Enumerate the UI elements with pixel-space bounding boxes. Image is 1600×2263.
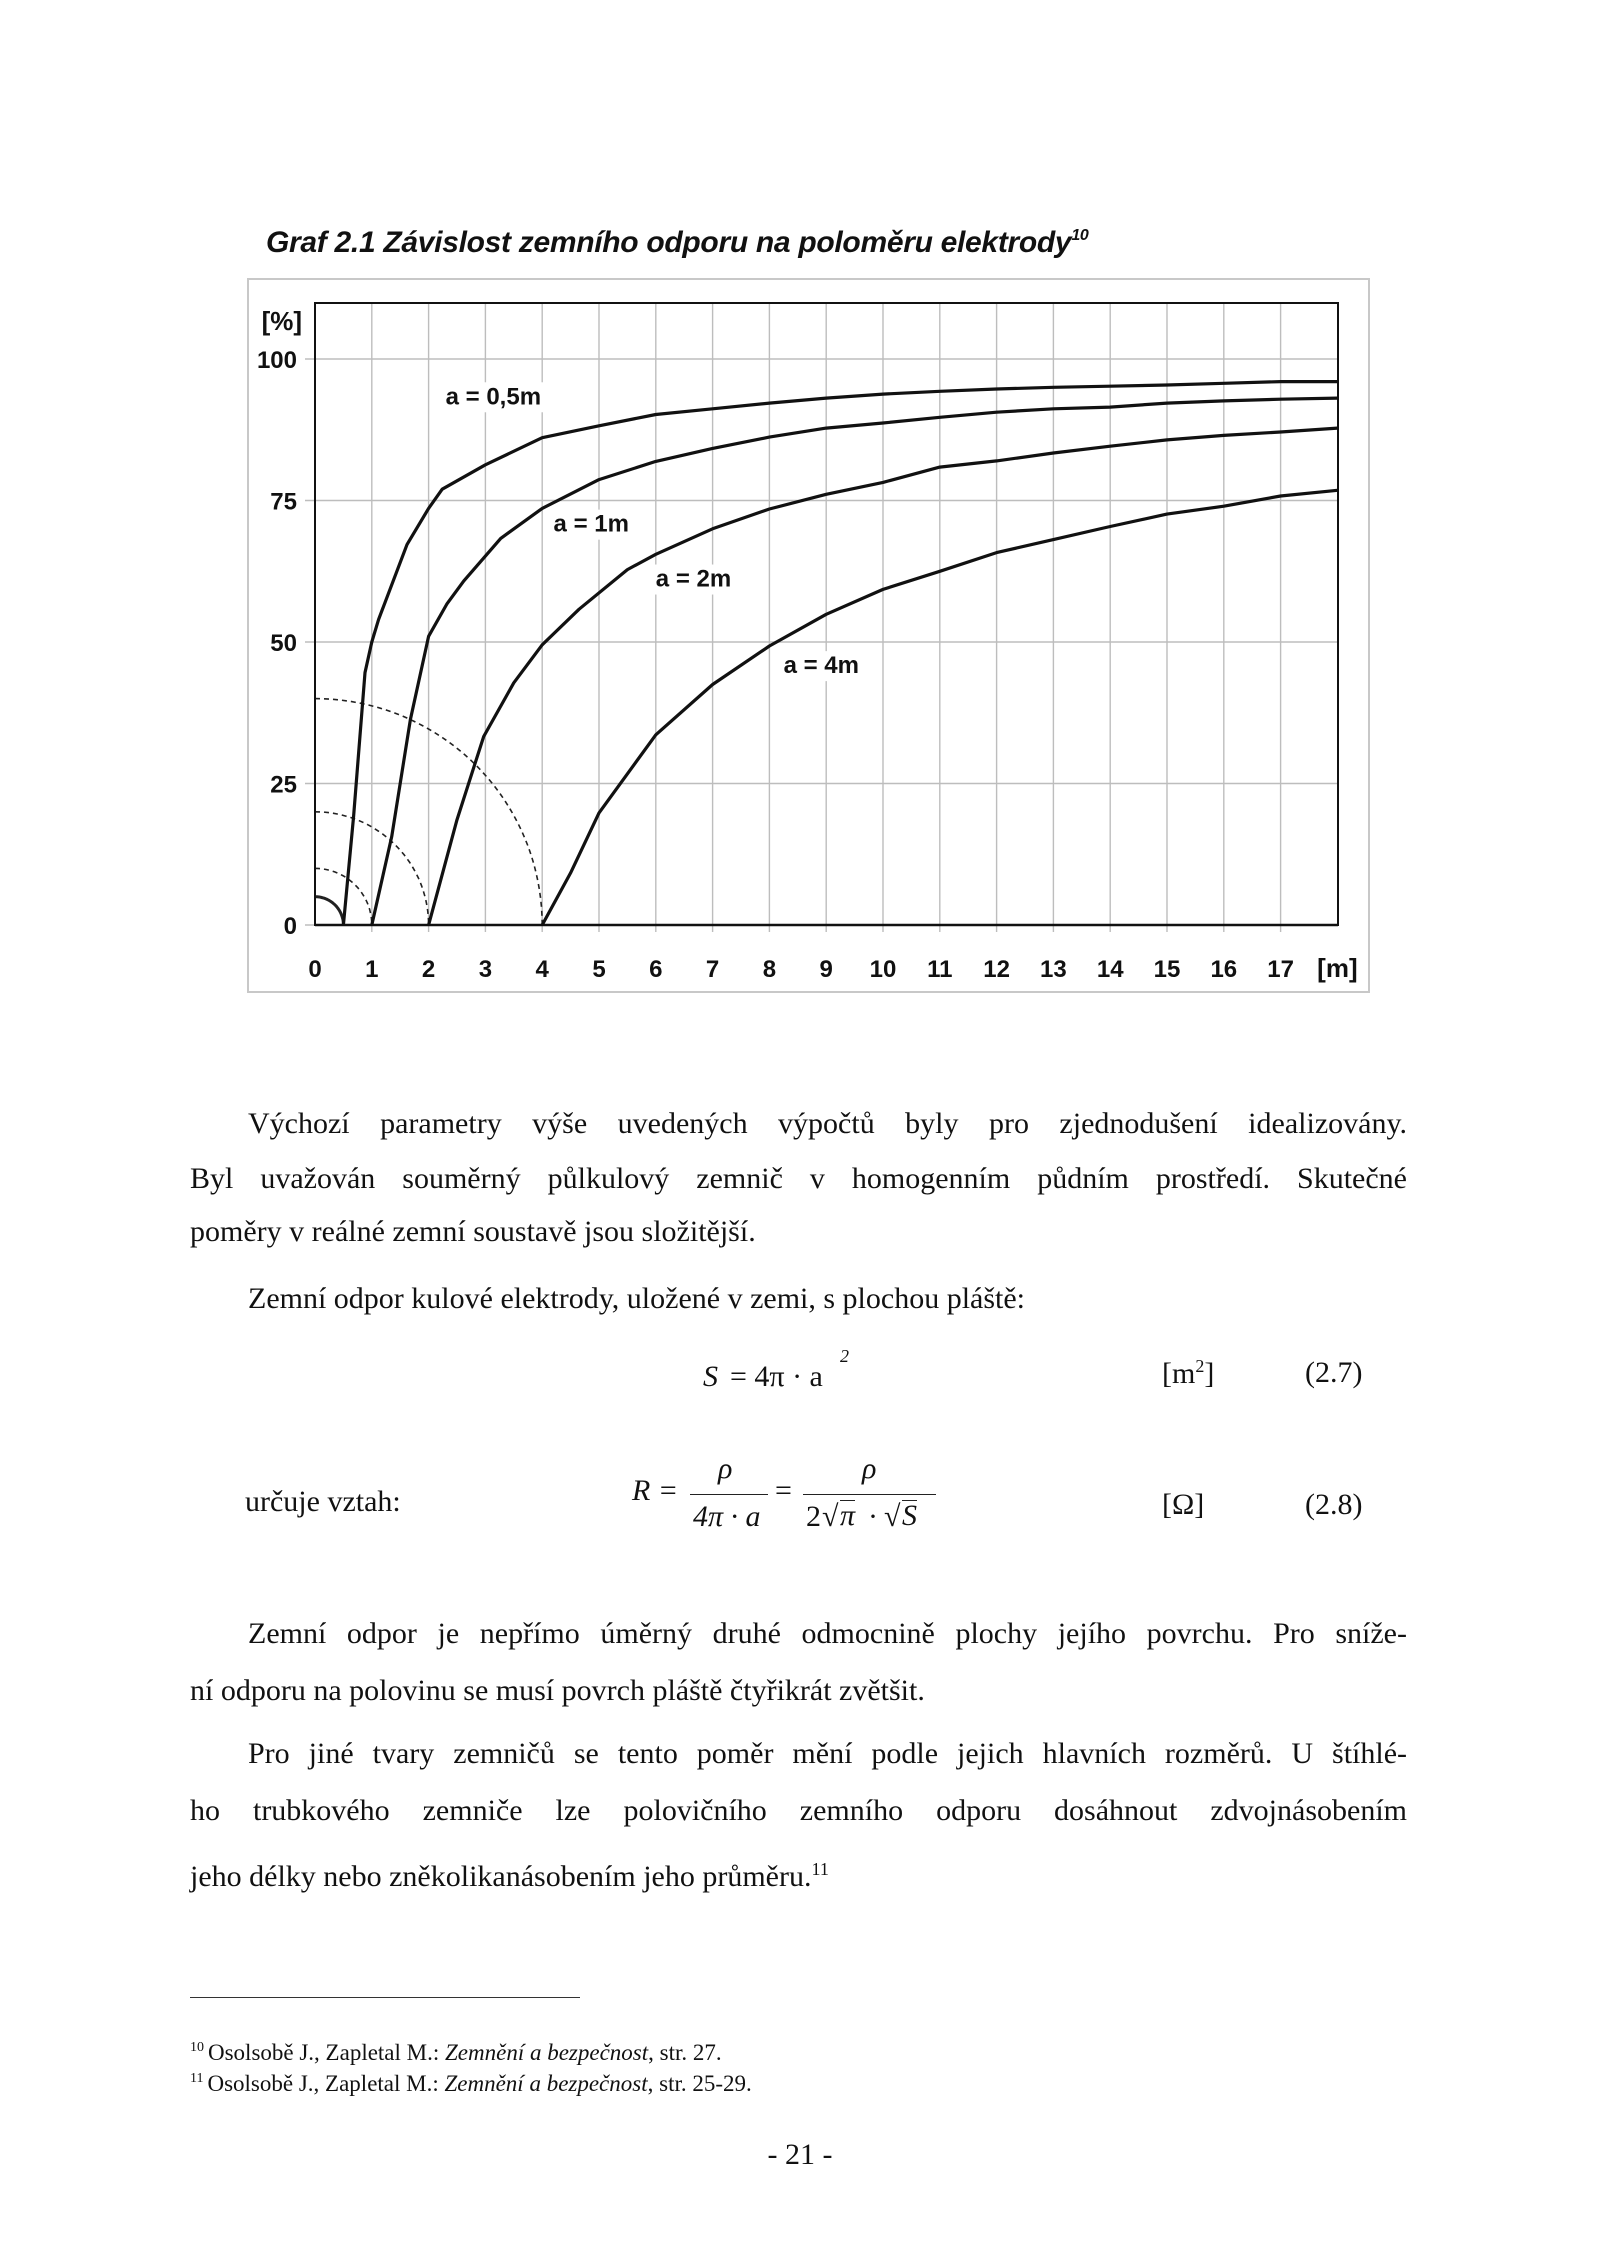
x-tick-label: 9 bbox=[819, 956, 833, 983]
eq27-rhs-text: = 4π · a bbox=[730, 1360, 823, 1393]
paragraph-4-line-2: ní odporu na polovinu se musí povrch pláště čtyřikrát zvětšit. bbox=[190, 1674, 925, 1707]
unit-exponent: 2 bbox=[1195, 1356, 1205, 1376]
x-tick-label: 15 bbox=[1153, 956, 1181, 983]
paragraph-2: Zemní odpor kulové elektrody, uložené v zemi, s plochou pláště: bbox=[248, 1282, 1026, 1315]
eq27-rhs bbox=[730, 1360, 823, 1394]
eq28-den2-dot: · bbox=[868, 1500, 878, 1533]
x-tick-label: 10 bbox=[869, 956, 897, 983]
paragraph-5-line-3 bbox=[190, 1851, 1407, 1895]
footnote-number: 10 bbox=[190, 2040, 204, 2055]
footnote-ref: 11 bbox=[811, 1859, 829, 1879]
x-tick-label: 8 bbox=[762, 956, 777, 983]
eq28-num1: ρ bbox=[718, 1452, 733, 1485]
x-tick-label: 6 bbox=[649, 956, 663, 983]
footnote-page: , str. 27. bbox=[648, 2040, 722, 2065]
eq28-den2-pi: π bbox=[840, 1499, 856, 1532]
unit-close: ] bbox=[1204, 1357, 1215, 1390]
eq28-num2: ρ bbox=[862, 1452, 877, 1485]
x-tick-label: 2 bbox=[421, 956, 436, 983]
text: Výchozí parametry výše uvedených výpočtů byly pro zjednodušení idealizovány. bbox=[248, 1107, 1407, 1140]
y-tick-label: 100 bbox=[256, 347, 297, 374]
footnote-10 bbox=[190, 2040, 722, 2066]
eq28-fraction-bar-2 bbox=[803, 1494, 936, 1495]
paragraph-5-line-1: Pro jiné tvary zemničů se tento poměr mění podle jejich hlavních rozměrů. U štíhlé- bbox=[248, 1737, 1407, 1770]
y-tick-label: 25 bbox=[270, 771, 297, 799]
eq28-unit: [Ω] bbox=[1162, 1488, 1205, 1521]
x-tick-label: 12 bbox=[983, 956, 1010, 983]
eq27-exponent: 2 bbox=[840, 1346, 849, 1366]
text: jeho délky nebo zněkolikanásobením jeho průměru. bbox=[190, 1860, 812, 1893]
caption-text: Graf 2.1 Závislost zemního odporu na poloměru elektrody bbox=[266, 226, 1072, 259]
unit-text: [m bbox=[1162, 1357, 1196, 1390]
x-tick-label: 17 bbox=[1267, 956, 1294, 983]
eq28-den1: 4π · a bbox=[693, 1500, 761, 1533]
y-tick-label: 0 bbox=[283, 913, 297, 940]
caption-footnote-ref: 10 bbox=[1071, 227, 1089, 244]
x-tick-label: 0 bbox=[308, 956, 322, 983]
chart-frame bbox=[248, 279, 1369, 992]
x-axis-label: [m] bbox=[1317, 953, 1358, 983]
footnote-author: Osolsobě J., Zapletal M.: bbox=[207, 2071, 445, 2096]
chart bbox=[0, 0, 1600, 1010]
x-tick-label: 16 bbox=[1210, 956, 1238, 983]
x-tick-label: 3 bbox=[478, 956, 493, 983]
x-tick-label: 4 bbox=[535, 956, 549, 983]
eq28-den2-coef: 2 bbox=[806, 1500, 821, 1533]
sqrt-icon: √ bbox=[822, 1500, 839, 1533]
footnote-11 bbox=[190, 2071, 752, 2097]
eq28-number: (2.8) bbox=[1305, 1488, 1363, 1521]
eq28-lhs: R = bbox=[632, 1474, 679, 1507]
x-tick-label: 14 bbox=[1096, 956, 1124, 983]
series-annotation: a = 4m bbox=[783, 652, 859, 680]
paragraph-1-line-3: poměry v reálné zemní soustavě jsou složitější. bbox=[190, 1215, 756, 1248]
footnote-title: Zemnění a bezpečnost bbox=[444, 2071, 648, 2096]
y-axis-label: [%] bbox=[261, 306, 302, 336]
series-annotation: a = 2m bbox=[655, 565, 732, 593]
eq27-unit bbox=[1162, 1356, 1214, 1391]
footnote-separator bbox=[190, 1997, 580, 1998]
paragraph-3-label: určuje vztah: bbox=[245, 1485, 401, 1518]
paragraph-1-line-1 bbox=[190, 1106, 1407, 1142]
paragraph-5-line-2: ho trubkového zemniče lze polovičního zemního odporu dosáhnout zdvojnásobením bbox=[190, 1794, 1407, 1827]
footnote-title: Zemnění a bezpečnost bbox=[445, 2040, 649, 2065]
y-tick-label: 75 bbox=[270, 488, 297, 516]
series-annotation: a = 1m bbox=[553, 510, 629, 538]
eq27-lhs: S bbox=[703, 1360, 718, 1393]
footnote-page: , str. 25-29. bbox=[647, 2071, 752, 2096]
x-tick-label: 7 bbox=[705, 956, 720, 983]
paragraph-1-line-2: Byl uvažován souměrný půlkulový zemnič v homogenním půdním prostředí. Skutečné bbox=[190, 1162, 1407, 1195]
sqrt-icon: √ bbox=[884, 1500, 901, 1533]
x-tick-label: 1 bbox=[365, 956, 379, 983]
series-annotation: a = 0,5m bbox=[445, 383, 542, 411]
eq27-number: (2.7) bbox=[1305, 1356, 1363, 1389]
eq28-equals: = bbox=[775, 1474, 792, 1507]
x-tick-label: 13 bbox=[1040, 956, 1067, 983]
page-number: - 21 - bbox=[767, 2138, 833, 2171]
footnote-author: Osolsobě J., Zapletal M.: bbox=[208, 2040, 445, 2065]
footnote-number: 11 bbox=[190, 2071, 204, 2086]
y-tick-label: 50 bbox=[270, 630, 297, 657]
x-tick-label: 5 bbox=[592, 956, 606, 983]
eq28-fraction-bar-1 bbox=[690, 1494, 768, 1495]
paragraph-4-line-1: Zemní odpor je nepřímo úměrný druhé odmocnině plochy jejího povrchu. Pro sníže- bbox=[248, 1617, 1407, 1650]
x-tick-label: 11 bbox=[927, 956, 953, 983]
eq28-den2-s: S bbox=[902, 1499, 917, 1532]
